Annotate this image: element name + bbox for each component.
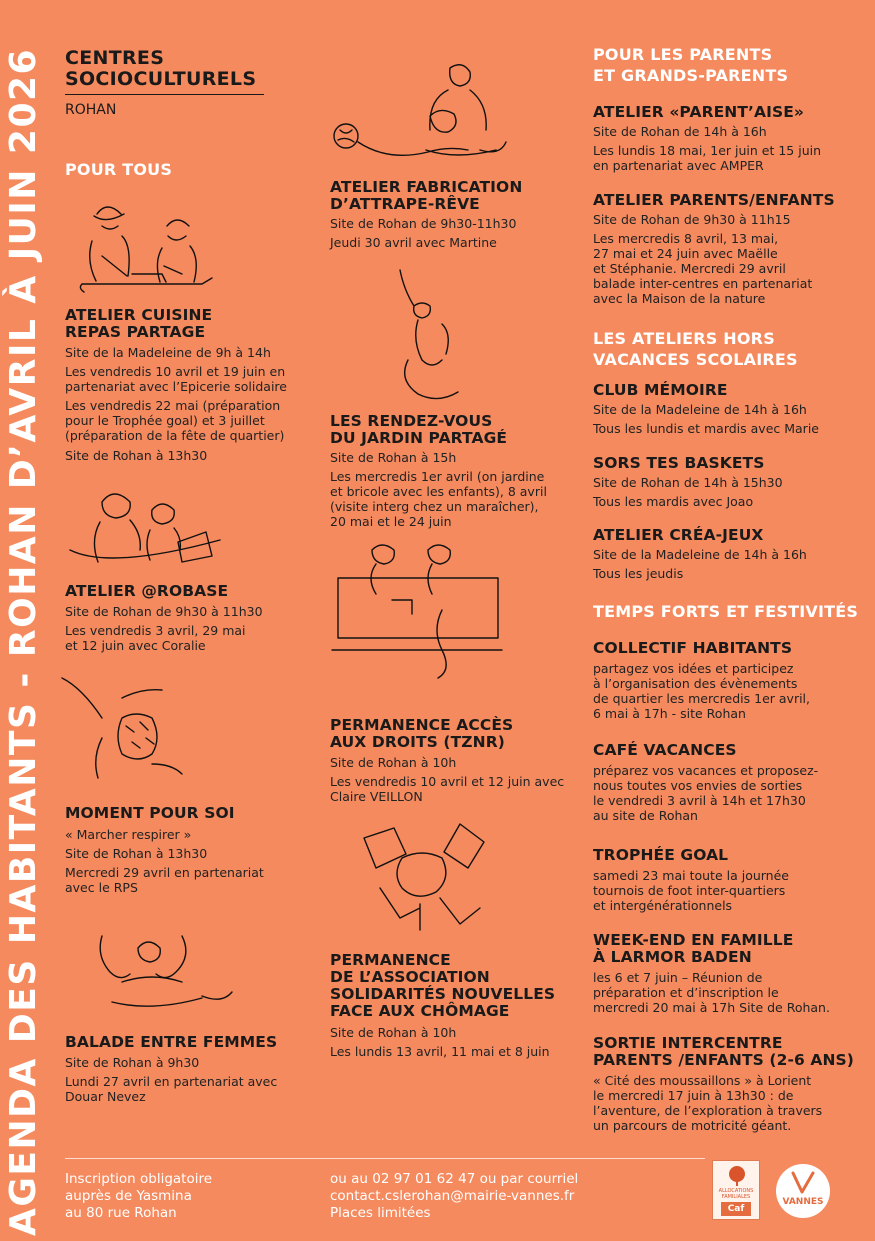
parents-enfants-line: avec la Maison de la nature (593, 291, 766, 306)
cuisine-line: partenariat avec l’Epicerie solidaire (65, 379, 287, 394)
cooking-illustration (72, 196, 222, 296)
jardin-line: (visite interg chez un maraîcher), (330, 499, 539, 514)
balade-title: BALADE ENTRE FEMMES (65, 1033, 278, 1051)
moment-line: « Marcher respirer » (65, 827, 192, 842)
section-festivites: TEMPS FORTS ET FESTIVITÉS (593, 602, 859, 621)
parents-enfants-line: Les mercredis 8 avril, 13 mai, (593, 231, 779, 246)
intercentre-line: l’aventure, de l’exploration à travers (593, 1103, 823, 1118)
robase-line: Site de Rohan de 9h30 à 11h30 (65, 604, 263, 619)
hands-together-illustration (360, 818, 490, 933)
cuisine-line: Site de la Madeleine de 9h à 14h (65, 345, 271, 360)
cuisine-title-line2: REPAS PARTAGE (65, 323, 206, 341)
attrape-line: Site de Rohan de 9h30-11h30 (330, 216, 517, 231)
moment-line: Mercredi 29 avril en partenariat (65, 865, 264, 880)
tznr-title-line2: AUX DROITS (TZNR) (330, 733, 505, 751)
trophee-line: et intergénérationnels (593, 898, 733, 913)
intercentre-title-line1: SORTIE INTERCENTRE (593, 1034, 783, 1052)
parentaise-line: en partenariat avec AMPER (593, 158, 764, 173)
crea-jeux-line: Site de la Madeleine de 14h à 16h (593, 547, 807, 562)
weekend-line: les 6 et 7 juin – Réunion de (593, 970, 763, 985)
robase-line: et 12 juin avec Coralie (65, 638, 206, 653)
vannes-logo (776, 1164, 830, 1218)
collectif-title: COLLECTIF HABITANTS (593, 639, 793, 657)
vannes-label: VANNES (782, 1197, 824, 1207)
weekend-line: préparation et d’inscription le (593, 985, 779, 1000)
cuisine-line: Les vendredis 22 mai (préparation (65, 398, 281, 413)
footer-rule (65, 1158, 705, 1159)
garden-illustration (378, 264, 478, 404)
cuisine-line: pour le Trophée goal) et 3 juillet (65, 413, 265, 428)
collectif-line: de quartier les mercredis 1er avril, (593, 691, 811, 706)
cafe-line: préparez vos vacances et proposez- (593, 763, 819, 778)
cafe-line: au site de Rohan (593, 808, 698, 823)
section-hors-line2: VACANCES SCOLAIRES (593, 350, 798, 369)
attrape-line: Jeudi 30 avril avec Martine (330, 235, 497, 250)
caf-label-line1: ALLOCATIONS (718, 1188, 754, 1194)
snc-title-line2: DE L’ASSOCIATION (330, 968, 490, 986)
footer-left-line: au 80 rue Rohan (65, 1205, 177, 1221)
intercentre-line: un parcours de motricité géant. (593, 1118, 792, 1133)
attrape-title-line2: D’ATTRAPE-RÊVE (330, 195, 480, 213)
intercentre-line: le mercredi 17 juin à 13h30 : de (593, 1088, 794, 1103)
cuisine-line: (préparation de la fête de quartier) (65, 428, 285, 443)
caf-mark: Caf (721, 1202, 751, 1216)
footer-email: contact.cslerohan@mairie-vannes.fr (330, 1188, 575, 1204)
section-pour-tous: POUR TOUS (65, 160, 173, 179)
collectif-line: à l’organisation des évènements (593, 676, 798, 691)
memoire-line: Site de la Madeleine de 14h à 16h (593, 402, 807, 417)
balade-line: Douar Nevez (65, 1089, 146, 1104)
parentaise-line: Les lundis 18 mai, 1er juin et 15 juin (593, 143, 822, 158)
footer-left-line: auprès de Yasmina (65, 1188, 192, 1204)
tznr-title-line1: PERMANENCE ACCÈS (330, 716, 514, 734)
baskets-line: Site de Rohan de 14h à 15h30 (593, 475, 783, 490)
baskets-title: SORS TES BASKETS (593, 454, 765, 472)
cafe-title: CAFÉ VACANCES (593, 741, 737, 759)
footer-left-line: Inscription obligatoire (65, 1171, 213, 1187)
jardin-line: et bricole avec les enfants), 8 avril (330, 484, 547, 499)
jardin-line: 20 mai et le 24 juin (330, 514, 452, 529)
balade-line: Lundi 27 avril en partenariat avec (65, 1074, 278, 1089)
robase-line: Les vendredis 3 avril, 29 mai (65, 623, 246, 638)
section-hors-line1: LES ATELIERS HORS (593, 329, 775, 348)
tznr-line: Claire VEILLON (330, 789, 423, 804)
header-rule (65, 94, 264, 95)
hands-illustration (62, 668, 182, 783)
jardin-title-line2: DU JARDIN PARTAGÉ (330, 429, 508, 447)
jardin-line: Site de Rohan à 15h (330, 450, 457, 465)
header-title-line1: CENTRES (65, 47, 165, 69)
caf-tree-icon (725, 1165, 749, 1187)
collectif-line: partagez vos idées et participez (593, 661, 794, 676)
tznr-line: Site de Rohan à 10h (330, 755, 457, 770)
knitting-illustration (330, 60, 510, 170)
vannes-v-icon (790, 1170, 816, 1196)
intercentre-title-line2: PARENTS /ENFANTS (2-6 ANS) (593, 1051, 854, 1069)
robase-title: ATELIER @ROBASE (65, 582, 229, 600)
parents-enfants-line: Site de Rohan de 9h30 à 11h15 (593, 212, 791, 227)
collectif-line: 6 mai à 17h - site Rohan (593, 706, 746, 721)
cafe-line: le vendredi 3 avril à 14h et 17h30 (593, 793, 806, 808)
tznr-line: Les vendredis 10 avril et 12 juin avec (330, 774, 565, 789)
weekend-title-line1: WEEK-END EN FAMILLE (593, 931, 794, 949)
snc-title-line1: PERMANENCE (330, 951, 451, 969)
caf-label-line2: FAMILIALES (721, 1194, 751, 1200)
attrape-title-line1: ATELIER FABRICATION (330, 178, 523, 196)
parents-enfants-line: 27 mai et 24 juin avec Maëlle (593, 246, 778, 261)
cuisine-line: Site de Rohan à 13h30 (65, 448, 208, 463)
meeting-illustration (332, 540, 512, 680)
cuisine-title-line1: ATELIER CUISINE (65, 306, 213, 324)
vertical-title: AGENDA DES HABITANTS - ROHAN D’AVRIL À JUIN 2026 (3, 47, 44, 1236)
weekend-line: mercredi 20 mai à 17h Site de Rohan. (593, 1000, 830, 1015)
baskets-line: Tous les mardis avec Joao (593, 494, 754, 509)
parents-enfants-title: ATELIER PARENTS/ENFANTS (593, 191, 835, 209)
moment-title: MOMENT POUR SOI (65, 804, 235, 822)
balade-line: Site de Rohan à 9h30 (65, 1055, 200, 1070)
caf-logo (712, 1160, 760, 1220)
section-parents-line2: ET GRANDS-PARENTS (593, 66, 789, 85)
moment-line: Site de Rohan à 13h30 (65, 846, 208, 861)
snc-title-line4: FACE AUX CHÔMAGE (330, 1002, 510, 1020)
parentaise-title: ATELIER «PARENT’AISE» (593, 103, 805, 121)
header-subtitle: ROHAN (65, 102, 117, 118)
trophee-title: TROPHÉE GOAL (593, 846, 729, 864)
weekend-title-line2: À LARMOR BADEN (593, 948, 752, 966)
crea-jeux-line: Tous les jeudis (593, 566, 684, 581)
parents-enfants-line: et Stéphanie. Mercredi 29 avril (593, 261, 786, 276)
parents-enfants-line: balade inter-centres en partenariat (593, 276, 813, 291)
snc-line: Les lundis 13 avril, 11 mai et 8 juin (330, 1044, 550, 1059)
parentaise-line: Site de Rohan de 14h à 16h (593, 124, 767, 139)
jardin-title-line1: LES RENDEZ-VOUS (330, 412, 493, 430)
women-illustration (82, 922, 242, 1012)
cuisine-line: Les vendredis 10 avril et 19 juin en (65, 364, 286, 379)
footer-phone: ou au 02 97 01 62 47 ou par courriel (330, 1171, 579, 1187)
memoire-line: Tous les lundis et mardis avec Marie (593, 421, 819, 436)
trophee-line: tournois de foot inter-quartiers (593, 883, 786, 898)
intercentre-line: « Cité des moussaillons » à Lorient (593, 1073, 812, 1088)
section-parents-line1: POUR LES PARENTS (593, 45, 773, 64)
memoire-title: CLUB MÉMOIRE (593, 381, 728, 399)
crea-jeux-title: ATELIER CRÉA-JEUX (593, 526, 764, 544)
cafe-line: nous toutes vos envies de sorties (593, 778, 803, 793)
moment-line: avec le RPS (65, 880, 138, 895)
snc-title-line3: SOLIDARITÉS NOUVELLES (330, 985, 556, 1003)
snc-line: Site de Rohan à 10h (330, 1025, 457, 1040)
header-title-line2: SOCIOCULTURELS (65, 68, 257, 90)
trophee-line: samedi 23 mai toute la journée (593, 868, 789, 883)
computer-illustration (70, 480, 230, 570)
footer-places: Places limitées (330, 1205, 431, 1221)
jardin-line: Les mercredis 1er avril (on jardine (330, 469, 545, 484)
